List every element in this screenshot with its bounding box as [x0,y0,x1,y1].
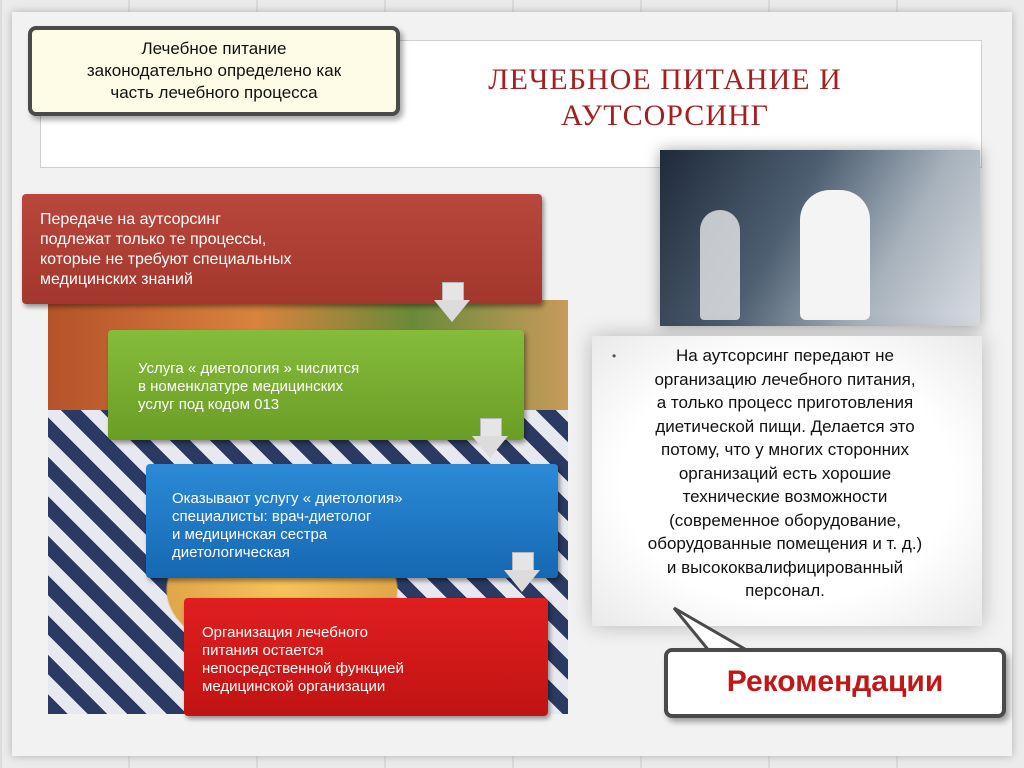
box-2-line-3: услуг под кодом 013 [138,396,280,413]
box-3-line-4: диетологическая [172,544,290,561]
recommendations-callout-tail [670,606,760,654]
process-box-specialists [146,464,558,578]
box-1-line-4: медицинских знаний [40,271,193,288]
box-1-line-3: которые не требуют специальных [40,251,292,268]
process-box-medical-function [184,598,548,716]
box-4-line-2: питания остается [202,642,324,659]
title-line-2: АУТСОРСИНГ [560,99,769,132]
callout-top-line-1: Лечебное питание [141,39,287,58]
box-4-line-1: Организация лечебного [202,624,368,641]
bullet-line: На аутсорсинг передают не [675,346,895,365]
box-4-line-4: медицинской организации [202,678,386,695]
bullet-line: потому, что у многих сторонних [661,440,909,459]
box-2-line-1: Услуга « диетология » числится [138,360,360,377]
bullet-marker: • [612,349,617,363]
bullet-line: организацию лечебного питания, [654,369,916,389]
callout-top-text [32,38,396,104]
down-arrow-icon [472,418,508,458]
cook-figure [700,210,740,320]
callout-top-line-3: часть лечебного процесса [110,83,318,102]
bullet-line: технические возможности [682,487,888,506]
bullet-line: организаций есть хорошие [678,463,892,483]
box-3-line-1: Оказывают услугу « диетология» [172,490,403,507]
slide-title [430,62,900,134]
bullet-line: диетической пищи. Делается это [655,416,915,436]
kitchen-photo [660,150,980,326]
bullet-line: оборудованные помещения и т. д.) [647,534,923,553]
process-box-dietology-code [108,330,524,440]
recommendations-label: Рекомендации [726,665,944,698]
bullet-line: персонал. [745,581,825,600]
bullet-line: а только процесс приготовления [656,393,914,412]
box-3-line-2: специалисты: врач-диетолог [172,508,372,525]
box-2-line-2: в номенклатуре медицинских [138,378,344,395]
box-4-line-3: непосредственной функцией [202,660,404,677]
bullet-line: (современное оборудование, [669,510,901,530]
callout-top-line-2: законодательно определено как [86,61,342,80]
title-line-1: ЛЕЧЕБНОЕ ПИТАНИЕ И [488,63,842,96]
box-1-line-1: Передаче на аутсорсинг [40,211,222,228]
bullet-text [600,344,970,603]
box-1-line-2: подлежат только те процессы, [40,231,267,248]
callout-top [28,26,400,116]
recommendations-callout [664,648,1006,718]
down-arrow-icon [434,282,470,322]
cook-figure [800,190,870,320]
box-3-line-3: и медицинская сестра [172,526,328,543]
down-arrow-icon [504,552,540,592]
bullet-line: и высококвалифицированный [666,557,904,577]
